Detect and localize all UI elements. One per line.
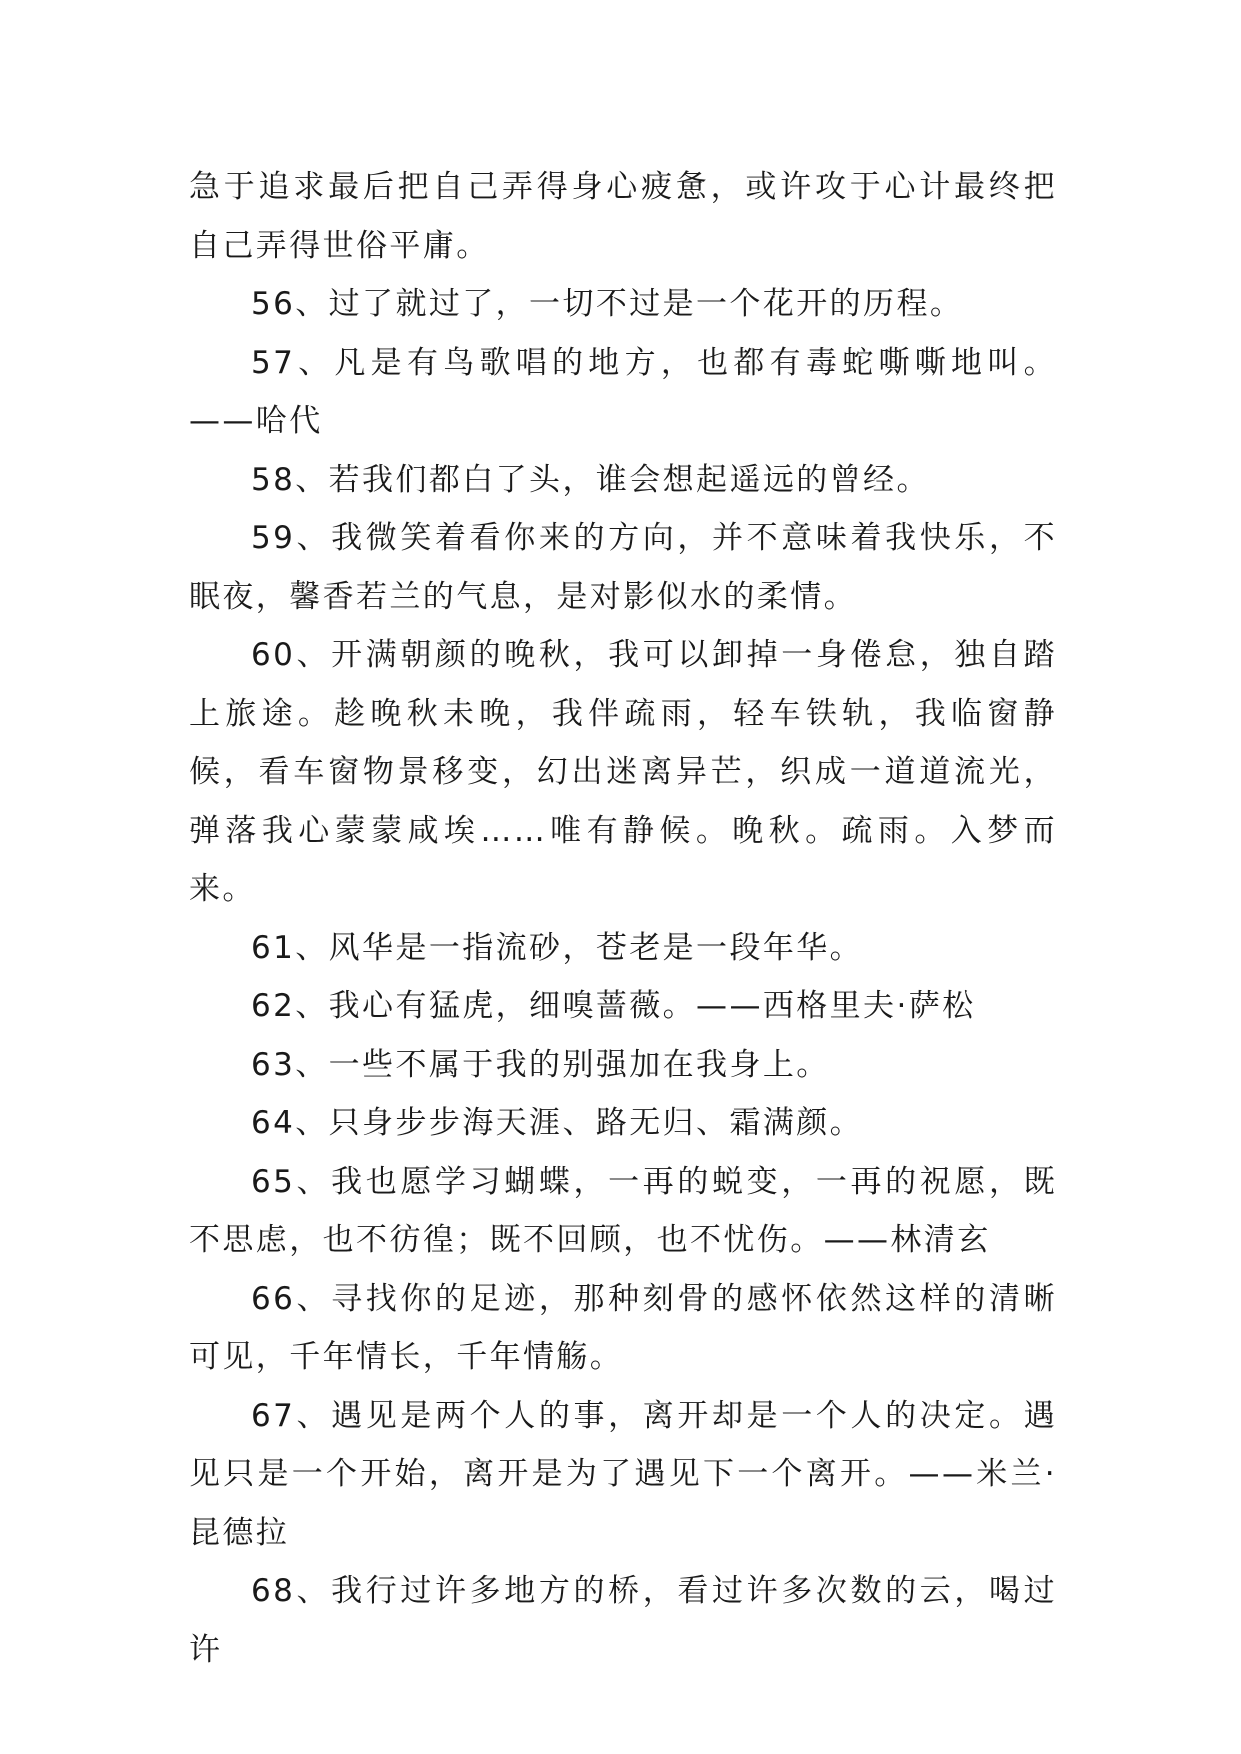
paragraph-68: 68、我行过许多地方的桥，看过许多次数的云，喝过许 (189, 1573, 1057, 1668)
paragraph-58: 58、若我们都白了头，谁会想起遥远的曾经。 (251, 461, 930, 498)
paragraph-65: 65、我也愿学习蝴蝶，一再的蜕变，一再的祝愿，既不思虑，也不彷徨；既不回顾，也不忧伤。——林清玄 (189, 1163, 1057, 1258)
paragraph-67: 67、遇见是两个人的事，离开却是一个人的决定。遇见只是一个开始，离开是为了遇见下一个离开。——米兰·昆德拉 (189, 1397, 1057, 1551)
paragraph-66: 66、寻找你的足迹，那种刻骨的感怀依然这样的清晰可见，千年情长，千年情觞。 (189, 1280, 1057, 1375)
paragraph-61: 61、风华是一指流砂，苍老是一段年华。 (251, 929, 864, 966)
paragraph-60: 60、开满朝颜的晚秋，我可以卸掉一身倦怠，独自踏上旅途。趁晚秋未晚，我伴疏雨，轻车铁轨，我临窗静候，看车窗物景移变，幻出迷离异芒，织成一道道流光，弹落我心蒙蒙咸埃……唯有静候。晚秋。疏雨。入梦而来。 (189, 637, 1057, 907)
paragraph-56: 56、过了就过了，一切不过是一个花开的历程。 (251, 286, 964, 322)
paragraph-64: 64、只身步步海天涯、路无归、霜满颜。 (251, 1105, 864, 1141)
paragraph-62: 62、我心有猛虎，细嗅蔷薇。——西格里夫·萨松 (251, 988, 976, 1024)
paragraph-continued: 急于追求最后把自己弄得身心疲惫，或许攻于心计最终把自己弄得世俗平庸。 (189, 169, 1057, 264)
paragraph-57: 57、凡是有鸟歌唱的地方，也都有毒蛇嘶嘶地叫。——哈代 (189, 344, 1057, 439)
document-body (189, 158, 1057, 1679)
paragraph-59: 59、我微笑着看你来的方向，并不意味着我快乐，不眠夜，馨香若兰的气息，是对影似水的柔情。 (189, 520, 1057, 615)
paragraph-63: 63、一些不属于我的别强加在我身上。 (251, 1046, 830, 1083)
